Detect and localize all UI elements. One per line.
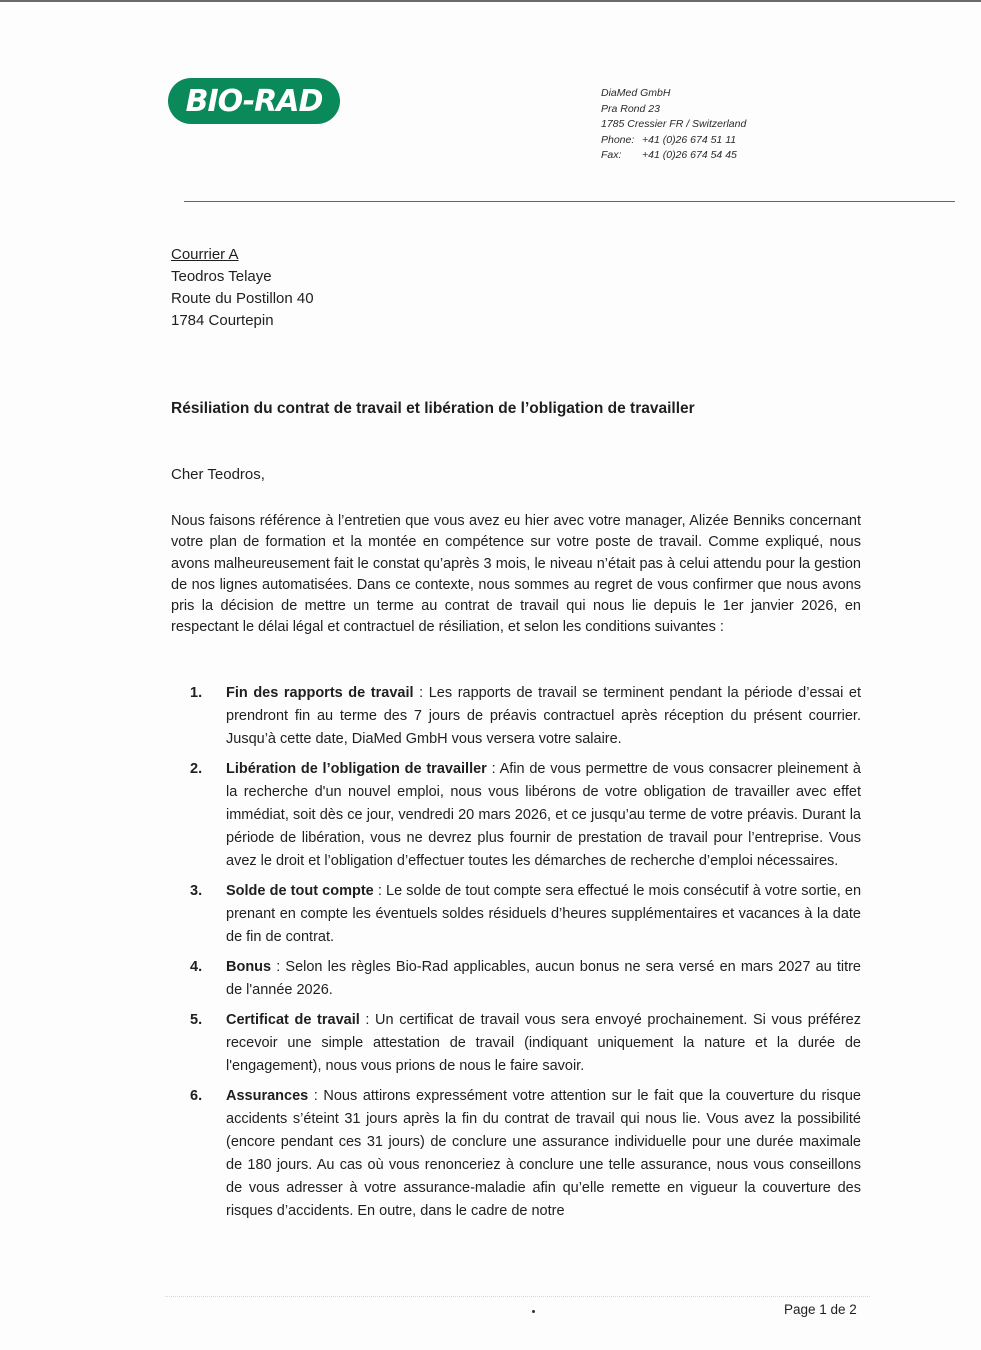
item-title: Assurances <box>226 1088 309 1104</box>
courier-type: Courrier A <box>171 246 239 263</box>
recipient-block <box>171 244 314 332</box>
company-city: 1785 Cressier FR / Switzerland <box>601 118 747 131</box>
item-text: : Le solde de tout compte sera effectué le mois consécutif à votre sortie, en prenant en compte les éventuels soldes résiduels d’heures supplémentaires et vacances à la date de fin de contrat. <box>226 883 862 945</box>
list-item <box>190 1009 861 1078</box>
item-number: 4. <box>190 959 203 975</box>
recipient-street: Route du Postillon 40 <box>171 290 314 307</box>
item-title: Solde de tout compte <box>226 883 374 899</box>
list-item <box>190 682 861 751</box>
item-number: 3. <box>190 883 203 899</box>
phone-label: Phone: <box>601 133 635 146</box>
footer-divider <box>165 1296 870 1297</box>
bio-rad-logo <box>168 78 340 124</box>
sender-address <box>601 86 746 164</box>
list-item <box>190 956 861 1002</box>
fax-row <box>601 148 746 164</box>
page-number: Page 1 de 2 <box>784 1302 857 1317</box>
header-divider <box>184 201 955 202</box>
item-number: 6. <box>190 1088 203 1104</box>
list-item <box>190 758 861 873</box>
item-number: 2. <box>190 761 203 777</box>
item-text: : Un certificat de travail vous sera envoyé prochainement. Si vous préférez recevoir une simple attestation de travail (indiquant uniquement la nature et la durée de l'engagement), nous vous prions de nous le faire savoir. <box>226 1012 861 1074</box>
company-name: DiaMed GmbH <box>601 87 671 99</box>
item-text: : Nous attirons expressément votre attention sur le fait que la couverture du risque accidents s’éteint 31 jours après la fin du contrat de travail qui nous lie. Vous avez la possibilité (encore pendant ces 31 jours) de conclure une assurance individuelle pour une durée maximale de 180 jours. Au cas où vous renonceriez à conclure une telle assurance, nous vous conseillons de vous adresser à votre assurance-maladie afin qu’elle remette en vigueur la couverture des risques d’accidents. En outre, dans le cadre de notre <box>226 1088 861 1219</box>
list-item <box>190 880 861 949</box>
item-text: : Selon les règles Bio-Rad applicables, aucun bonus ne sera versé en mars 2027 au titre de l'année 2026. <box>226 959 861 998</box>
item-title: Fin des rapports de travail <box>226 685 414 701</box>
company-street: Pra Rond 23 <box>601 102 660 115</box>
recipient-city: 1784 Courtepin <box>171 312 274 329</box>
item-title: Certificat de travail <box>226 1012 360 1028</box>
conditions-list <box>190 682 861 1230</box>
list-item <box>190 1085 861 1223</box>
fax-label: Fax: <box>601 149 622 162</box>
item-text: : Afin de vous permettre de vous consacrer pleinement à la recherche d'un nouvel emploi, nous vous libérons de votre obligation de travailler avec effet immédiat, soit dès ce jour, vendredi 20 mars 2026, et ce jusqu’au terme de votre préavis. Durant la période de libération, vous ne devrez plus fournir de prestation de travail pour l’entreprise. Vous avez le droit et l’obligation d’effectuer toutes les démarches de recherche d’emploi nécessaires. <box>226 761 861 869</box>
greeting: Cher Teodros, <box>171 466 265 483</box>
phone-number: +41 (0)26 674 51 11 <box>642 133 737 146</box>
logo-text: BIO-RAD <box>185 83 323 119</box>
recipient-name: Teodros Telaye <box>171 268 272 285</box>
intro-paragraph: Nous faisons référence à l’entretien que vous avez eu hier avec votre manager, Alizée Benniks concernant votre plan de formation et la montée en compétence sur votre poste de travail. Comme expliqué, nous avons malheureusement fait le constat qu’après 3 mois, le niveau n’était pas à celui attendu pour la gestion de nos lignes automatisées. Dans ce contexte, nous sommes au regret de vous confirmer que nous avons pris la décision de mettre un terme au contrat de travail qui nous lie depuis le 1er janvier 2026, en respectant le délai légal et contractuel de résiliation, et selon les conditions suivantes : <box>171 513 861 636</box>
item-title: Libération de l’obligation de travailler <box>226 761 487 777</box>
item-number: 5. <box>190 1012 203 1028</box>
item-title: Bonus <box>226 959 272 975</box>
item-number: 1. <box>190 685 203 701</box>
fax-number: +41 (0)26 674 54 45 <box>642 149 737 162</box>
scan-speck <box>532 1310 535 1313</box>
scan-edge <box>0 0 981 2</box>
item-text: : Les rapports de travail se terminent pendant la période d’essai et prendront fin au terme des 7 jours de préavis contractuel après réception du présent courrier. Jusqu’à cette date, DiaMed GmbH vous versera votre salaire. <box>226 685 861 747</box>
letter-subject: Résiliation du contrat de travail et libération de l’obligation de travailler <box>171 400 695 417</box>
phone-row <box>601 133 746 149</box>
